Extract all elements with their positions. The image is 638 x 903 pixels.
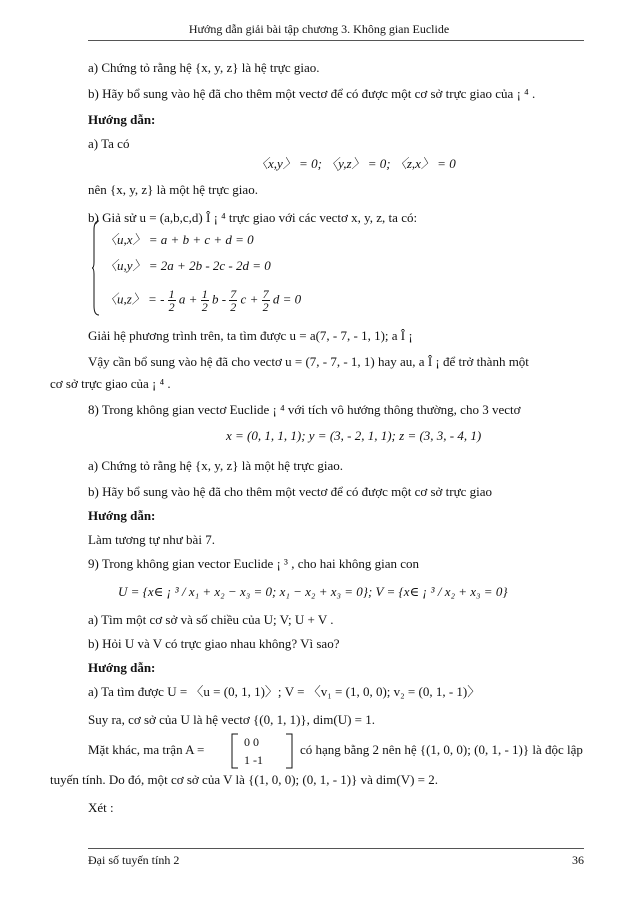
equation-row: 〈u,z〉 = - $\frac{1}{2}$ a + $\frac{1}{2}$ b - $\frac{7}{2}$ c + $\frac{7}{2}$ d = 0 <box>104 287 302 314</box>
text-line: b) Hỏi U và V có trực giao nhau không? Vì sao? <box>88 636 340 651</box>
page-header: Hướng dẫn giải bài tập chương 3. Không gian Euclide <box>188 22 450 36</box>
text-line: Suy ra, cơ sở của U là hệ vectơ {(0, 1, 1)}, dim(U) = 1. <box>88 712 376 727</box>
text-line: a) Ta tìm được U = 〈u = (0, 1, 1)〉; V = 〈v₁ = (1, 0, 0); v₂ = (0, 1, - 1)〉 <box>88 684 481 699</box>
text-line: 8) Trong không gian vectơ Euclide ¡ ⁴ với tích vô hướng thông thường, cho 3 vectơ <box>88 402 521 417</box>
text-line: b) Hãy bổ sung vào hệ đã cho thêm một vectơ để có được một cơ sở trực giao <box>88 484 493 499</box>
text-line: a) Tìm một cơ sở và số chiều của U; V; U + V . <box>88 612 334 627</box>
text-line: có hạng bằng 2 nên hệ {(1, 0, 0); (0, 1, - 1)} là độc lập <box>300 742 583 757</box>
text-line: 9) Trong không gian vector Euclide ¡ ³ , cho hai không gian con <box>88 556 420 571</box>
section-heading: Hướng dẫn: <box>88 660 156 675</box>
fraction: $\frac{7}{2}$ <box>262 287 269 314</box>
equation-row: 〈u,y〉 = 2a + 2b - 2c - 2d = 0 <box>104 258 271 273</box>
text-line: Mặt khác, ma trận A = <box>88 742 205 757</box>
text-line: Giải hệ phương trình trên, ta tìm được u = a(7, - 7, - 1, 1); a Î ¡ <box>88 328 413 343</box>
matrix-bracket-left <box>228 733 240 769</box>
system-brace <box>92 220 100 316</box>
math-formula: U = {x∈ ¡ ³ / x₁ + x₂ − x₃ = 0; x₁ − x₂ + x₃ = 0}; V = {x∈ ¡ ³ / x₂ + x₃ = 0} <box>118 584 508 599</box>
math-formula: x = (0, 1, 1, 1); y = (3, - 2, 1, 1); z = (3, 3, - 4, 1) <box>226 428 482 443</box>
text-line: a) Chứng tỏ rằng hệ {x, y, z} là một hệ trực giao. <box>88 458 343 473</box>
matrix-row: 0 0 <box>244 735 259 749</box>
text-line: nên {x, y, z} là một hệ trực giao. <box>88 182 258 197</box>
header-divider <box>88 40 584 41</box>
text-line: Vậy cần bổ sung vào hệ đã cho vectơ u = (7, - 7, - 1, 1) hay au, a Î ¡ để trở thành một <box>88 354 529 369</box>
footer-title: Đại số tuyến tính 2 <box>88 853 180 867</box>
fraction: $\frac{1}{2}$ <box>201 287 208 314</box>
math-formula: 〈x,y〉 = 0; 〈y,z〉 = 0; 〈z,x〉 = 0 <box>255 156 456 171</box>
text-line: a) Chứng tỏ rằng hệ {x, y, z} là hệ trực giao. <box>88 60 320 75</box>
fraction: $\frac{1}{2}$ <box>168 287 175 314</box>
equation-row: 〈u,x〉 = a + b + c + d = 0 <box>104 232 254 247</box>
fraction: $\frac{7}{2}$ <box>230 287 237 314</box>
section-heading: Hướng dẫn: <box>88 112 156 127</box>
text-line: Làm tương tự như bài 7. <box>88 532 215 547</box>
footer-divider <box>88 848 584 849</box>
matrix-row: 1 -1 <box>244 753 263 767</box>
text-line: b) Hãy bổ sung vào hệ đã cho thêm một vectơ để có được một cơ sở trực giao của ¡ ⁴ . <box>88 86 536 101</box>
text-line: b) Giả sử u = (a,b,c,d) Î ¡ ⁴ trực giao với các vectơ x, y, z, ta có: <box>88 210 418 225</box>
text-line: tuyến tính. Do đó, một cơ sở của V là {(1, 0, 0); (0, 1, - 1)} và dim(V) = 2. <box>50 772 438 787</box>
matrix-bracket-right <box>284 733 296 769</box>
text-line: cơ sở trực giao của ¡ ⁴ . <box>50 376 171 391</box>
page-number: 36 <box>572 853 584 867</box>
section-heading: Hướng dẫn: <box>88 508 156 523</box>
text-line: a) Ta có <box>88 136 130 151</box>
text-line: Xét : <box>88 800 114 815</box>
